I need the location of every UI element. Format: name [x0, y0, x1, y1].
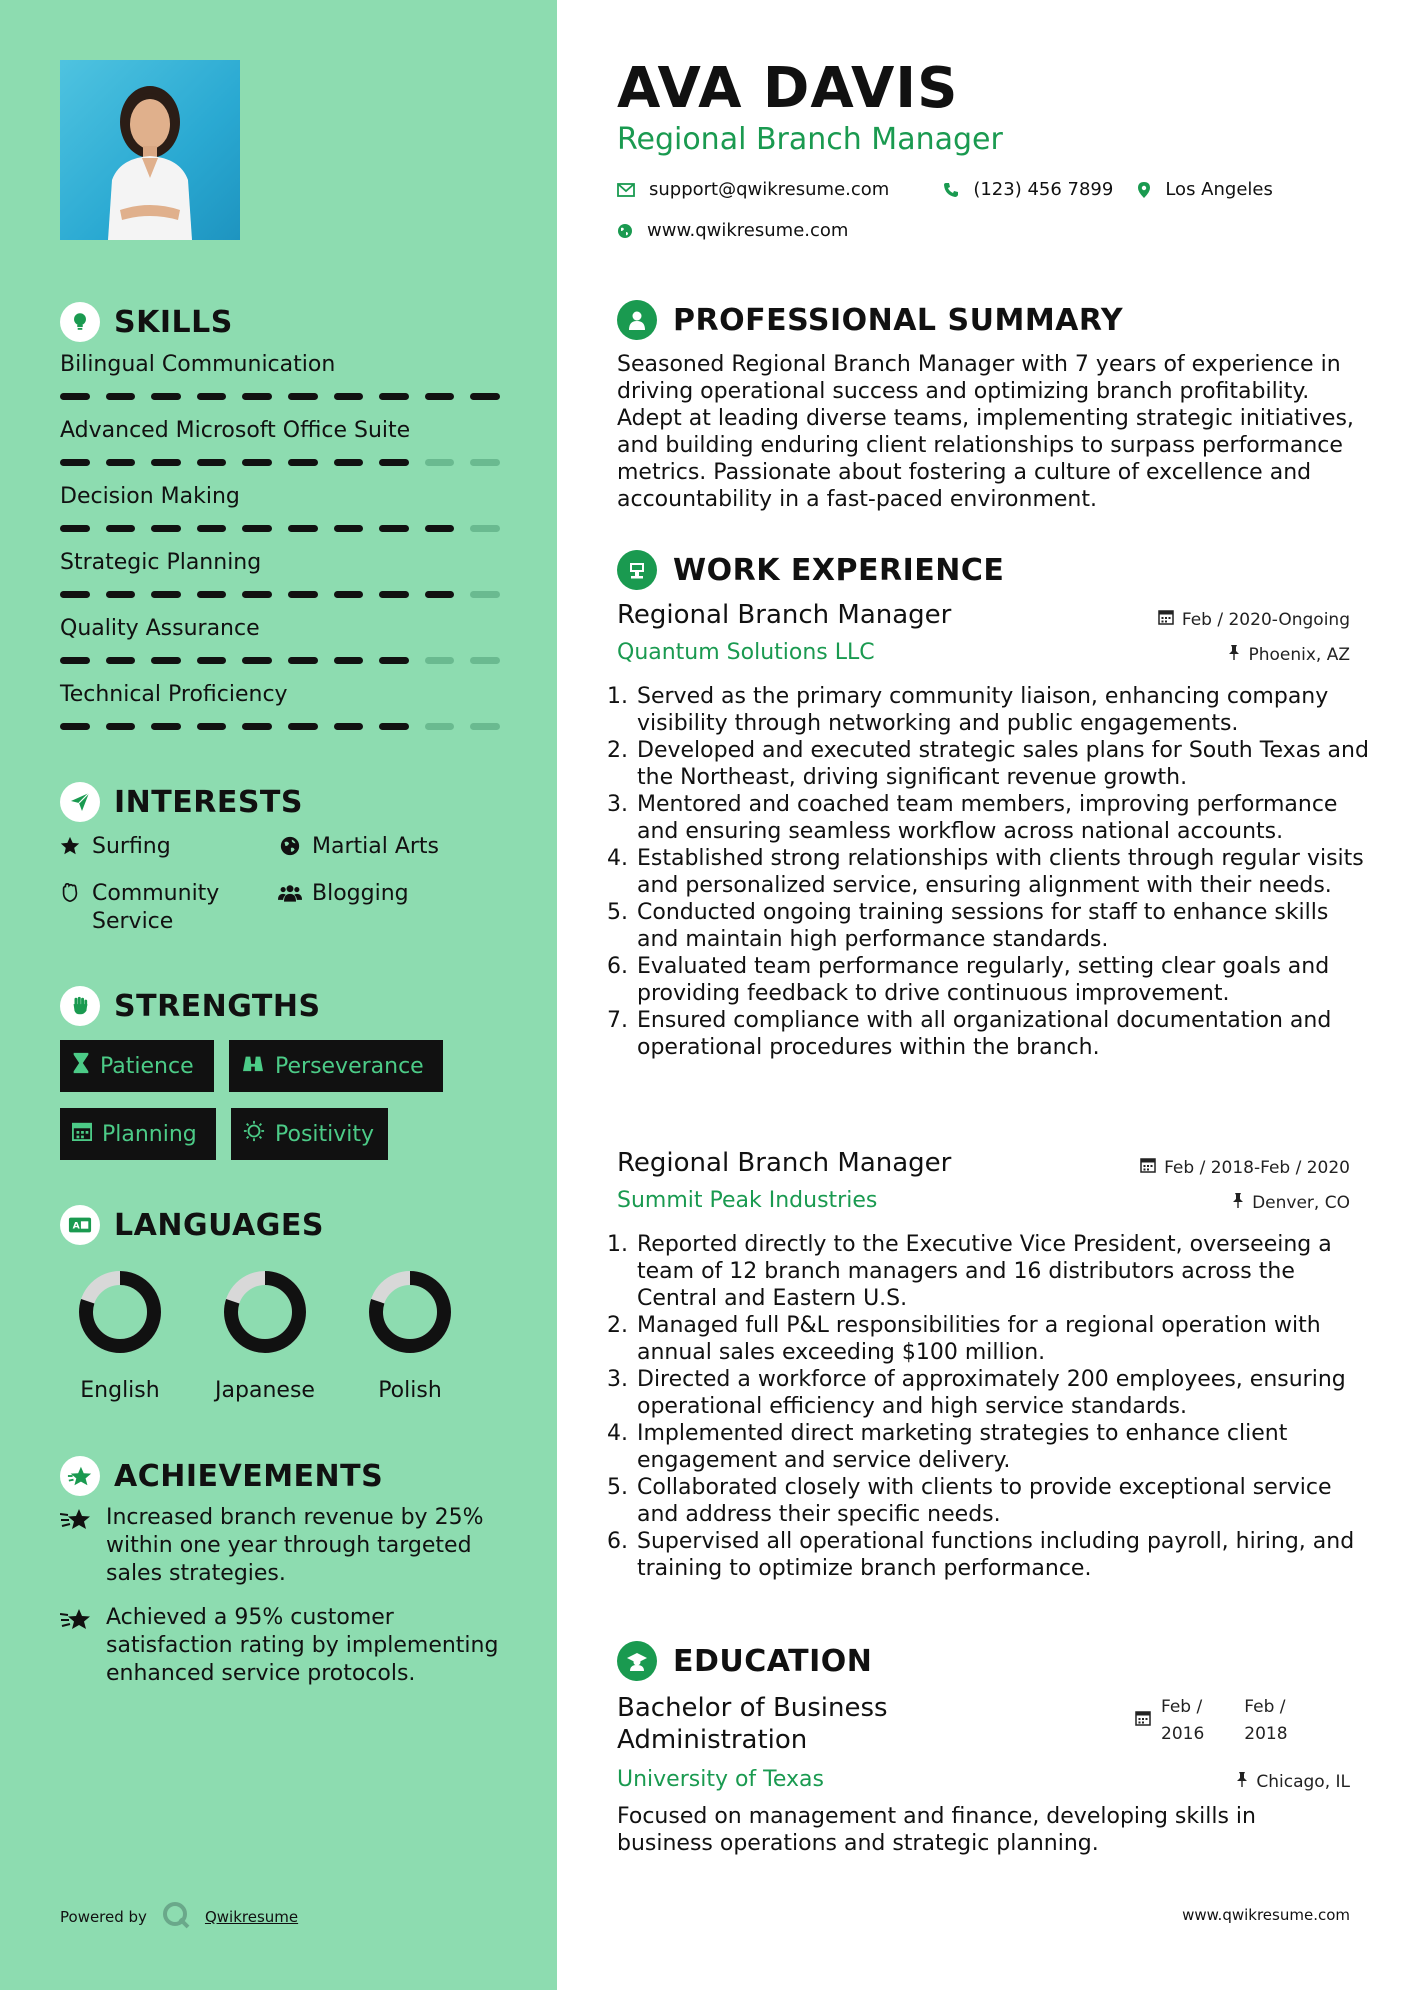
skill-level-dash	[197, 393, 227, 400]
skill-level-dash	[242, 723, 272, 730]
skill-level-dash	[334, 657, 364, 664]
list-item: 1. Served as the primary community liaison, enhancing company visibility through networking and public engagements.	[635, 683, 1375, 737]
skills-title: SKILLS	[114, 304, 233, 340]
skill-level-dash	[106, 723, 136, 730]
skill-level-dash	[106, 393, 136, 400]
skill-label: Bilingual Communication	[60, 352, 336, 377]
contact-row	[617, 179, 1273, 200]
skill-level-bar	[60, 591, 500, 598]
skill-level-dash	[106, 459, 136, 466]
skill-level-bar	[60, 723, 500, 730]
skill-label: Advanced Microsoft Office Suite	[60, 418, 411, 443]
job-bullets	[617, 1231, 1375, 1582]
interests-title: INTERESTS	[114, 784, 303, 820]
achievement-item: Increased branch revenue by 25% within one year through targeted sales strategies.	[60, 1504, 500, 1588]
skill-level-dash	[425, 525, 455, 532]
skill-level-dash	[106, 657, 136, 664]
skill-item	[60, 550, 500, 598]
skill-level-dash	[60, 723, 90, 730]
skill-level-dash	[151, 393, 181, 400]
location-text: Los Angeles	[1165, 179, 1273, 200]
skill-level-dash	[60, 657, 90, 664]
skill-level-dash	[288, 393, 318, 400]
skill-level-dash	[288, 591, 318, 598]
skill-level-dash	[379, 393, 409, 400]
job-dates: Feb / 2020-Ongoing	[1158, 609, 1350, 630]
skill-level-dash	[425, 591, 455, 598]
school-location: Chicago, IL	[1236, 1771, 1350, 1792]
language-label: English	[80, 1378, 160, 1403]
skill-label: Decision Making	[60, 484, 240, 509]
job-title: Regional Branch Manager	[617, 600, 952, 630]
skill-level-dash	[470, 459, 500, 466]
skill-item	[60, 616, 500, 664]
skill-level-dash	[425, 723, 455, 730]
list-item: 5. Conducted ongoing training sessions for staff to enhance skills and maintain high performance standards.	[635, 899, 1375, 953]
skill-label: Technical Proficiency	[60, 682, 288, 707]
strength-badge: Planning	[60, 1108, 216, 1160]
company-name: Summit Peak Industries	[617, 1188, 878, 1213]
skill-level-dash	[470, 525, 500, 532]
skill-level-dash	[242, 591, 272, 598]
skill-level-dash	[197, 459, 227, 466]
email-link[interactable]: support@qwikresume.com	[649, 179, 890, 200]
users-icon	[278, 880, 302, 908]
skill-level-dash	[197, 525, 227, 532]
lightbulb-icon	[60, 302, 100, 342]
achievements-title: ACHIEVEMENTS	[114, 1458, 384, 1494]
education-end: Feb / 2018	[1244, 1697, 1288, 1744]
profile-photo	[60, 60, 240, 240]
skill-level-dash	[334, 393, 364, 400]
fist-icon	[60, 986, 100, 1026]
strength-badge: Positivity	[231, 1108, 388, 1160]
skill-level-dash	[151, 525, 181, 532]
website-link[interactable]: www.qwikresume.com	[647, 220, 849, 241]
education-dates	[1135, 1694, 1288, 1748]
skill-level-bar	[60, 525, 500, 532]
list-item: 3. Mentored and coached team members, improving performance and ensuring seamless workflow across national accounts.	[635, 791, 1375, 845]
languages-heading	[60, 1205, 324, 1245]
skill-level-dash	[425, 657, 455, 664]
job-location: Denver, CO	[1232, 1192, 1350, 1213]
qwikresume-link[interactable]: Qwikresume	[204, 1908, 299, 1926]
user-icon	[617, 300, 657, 340]
star-icon	[58, 833, 82, 861]
skill-level-dash	[470, 591, 500, 598]
graduate-icon	[617, 1641, 657, 1681]
shooting-star-icon	[60, 1604, 94, 1688]
hourglass-icon	[72, 1052, 90, 1080]
skill-level-dash	[60, 591, 90, 598]
skill-level-dash	[425, 393, 455, 400]
skill-level-dash	[470, 393, 500, 400]
skill-level-dash	[60, 525, 90, 532]
main-content	[557, 0, 1407, 1990]
binoculars-icon	[241, 1053, 265, 1079]
strengths-heading	[60, 986, 321, 1026]
skill-level-dash	[197, 657, 227, 664]
candidate-name: AVA DAVIS	[617, 56, 959, 121]
language-level-donut	[60, 1262, 180, 1362]
skill-level-dash	[288, 723, 318, 730]
skill-level-dash	[242, 657, 272, 664]
skill-level-dash	[470, 657, 500, 664]
skill-level-dash	[470, 723, 500, 730]
skill-level-dash	[334, 459, 364, 466]
job-bullets	[617, 683, 1375, 1061]
skills-heading	[60, 302, 233, 342]
list-item: 6. Supervised all operational functions including payroll, hiring, and training to optimize branch performance.	[635, 1528, 1375, 1582]
list-item: 5. Collaborated closely with clients to provide exceptional service and address their specific needs.	[635, 1474, 1375, 1528]
language-item	[205, 1262, 325, 1403]
phone-icon	[943, 182, 959, 198]
powered-by: Powered by Qwikresume	[60, 1900, 298, 1934]
skill-level-dash	[242, 459, 272, 466]
star-badge-icon	[60, 1456, 100, 1496]
languages-title: LANGUAGES	[114, 1207, 324, 1243]
list-item: 2. Developed and executed strategic sales plans for South Texas and the Northeast, driving significant revenue growth.	[635, 737, 1375, 791]
skill-item	[60, 484, 500, 532]
skill-level-dash	[106, 591, 136, 598]
skill-level-dash	[425, 459, 455, 466]
skill-item	[60, 418, 500, 466]
qwikresume-logo-icon	[161, 1900, 191, 1934]
skill-level-dash	[379, 657, 409, 664]
calendar-icon	[1135, 1694, 1151, 1748]
skill-level-dash	[379, 525, 409, 532]
skill-level-dash	[288, 525, 318, 532]
globe-icon	[278, 833, 302, 861]
skill-level-dash	[151, 657, 181, 664]
phone-number[interactable]: (123) 456 7899	[973, 179, 1114, 200]
calendar-icon	[1140, 1157, 1156, 1178]
list-item: 6. Evaluated team performance regularly, setting clear goals and providing feedback to drive continuous improvement.	[635, 953, 1375, 1007]
job-location: Phoenix, AZ	[1228, 644, 1350, 665]
skill-level-dash	[151, 723, 181, 730]
interest-item: Community Service	[58, 880, 248, 936]
skill-level-dash	[151, 459, 181, 466]
list-item: 7. Ensured compliance with all organizational documentation and operational procedures within the branch.	[635, 1007, 1375, 1061]
language-level-donut	[350, 1262, 470, 1362]
skill-level-dash	[242, 393, 272, 400]
company-name: Quantum Solutions LLC	[617, 640, 875, 665]
strengths-title: STRENGTHS	[114, 988, 321, 1024]
pushpin-icon	[1228, 644, 1240, 665]
website-row	[617, 220, 848, 241]
language-item	[60, 1262, 180, 1403]
summary-text: Seasoned Regional Branch Manager with 7 years of experience in driving operational success and optimizing branch profitability. Adept at leading diverse teams, implementing strategic initiatives, and building enduring client relationships to surpass performance metrics. Passionate about fostering a culture of excellence and accountability in a fast-paced environment.	[617, 352, 1354, 512]
skill-level-dash	[242, 525, 272, 532]
education-text: Focused on management and finance, developing skills in business operations and strategic planning.	[617, 1804, 1256, 1856]
interest-item: Martial Arts	[278, 833, 439, 861]
list-item: 2. Managed full P&L responsibilities for a regional operation with annual sales exceeding $100 million.	[635, 1312, 1375, 1366]
job-title: Regional Branch Manager	[617, 1148, 952, 1178]
skill-label: Quality Assurance	[60, 616, 260, 641]
strength-badge: Patience	[60, 1040, 214, 1092]
skill-level-dash	[197, 591, 227, 598]
skill-level-dash	[334, 525, 364, 532]
summary-heading: PROFESSIONAL SUMMARY	[617, 300, 1123, 340]
interest-item: Surfing	[58, 833, 171, 861]
calendar-icon	[72, 1121, 92, 1147]
paper-plane-icon	[60, 782, 100, 822]
list-item: 4. Established strong relationships with clients through regular visits and personalized service, ensuring alignment with their needs.	[635, 845, 1375, 899]
skill-level-dash	[379, 591, 409, 598]
education-start: Feb / 2016	[1161, 1697, 1205, 1744]
strength-badge: Perseverance	[229, 1040, 443, 1092]
skill-level-dash	[60, 459, 90, 466]
skill-level-dash	[151, 591, 181, 598]
svg-text:A: A	[72, 1220, 81, 1232]
shooting-star-icon	[60, 1504, 94, 1588]
achievement-item: Achieved a 95% customer satisfaction rating by implementing enhanced service protocols.	[60, 1604, 500, 1688]
experience-heading: WORK EXPERIENCE	[617, 550, 1004, 590]
skill-level-dash	[379, 723, 409, 730]
footer-website-link[interactable]: www.qwikresume.com	[1182, 1906, 1350, 1924]
skill-level-dash	[288, 459, 318, 466]
achievements-heading	[60, 1456, 383, 1496]
skill-level-dash	[197, 723, 227, 730]
globe-icon	[617, 223, 633, 239]
language-item	[350, 1262, 470, 1403]
language-icon	[60, 1205, 100, 1245]
skill-level-dash	[288, 657, 318, 664]
calendar-icon	[1158, 609, 1174, 630]
pushpin-icon	[1232, 1192, 1244, 1213]
skill-item	[60, 352, 500, 400]
skill-level-dash	[334, 723, 364, 730]
language-label: Polish	[378, 1378, 442, 1403]
hand-icon	[58, 880, 82, 936]
skill-item	[60, 682, 500, 730]
skill-level-dash	[379, 459, 409, 466]
skill-level-dash	[334, 591, 364, 598]
list-item: 1. Reported directly to the Executive Vice President, overseeing a team of 12 branch managers and 16 distributors across the Central and Eastern U.S.	[635, 1231, 1375, 1312]
list-item: 4. Implemented direct marketing strategies to enhance client engagement and service delivery.	[635, 1420, 1375, 1474]
skill-level-bar	[60, 459, 500, 466]
candidate-title: Regional Branch Manager	[617, 122, 1003, 157]
sun-icon	[243, 1120, 265, 1148]
school-name: University of Texas	[617, 1767, 824, 1792]
skill-level-dash	[106, 525, 136, 532]
briefcase-icon	[617, 550, 657, 590]
pushpin-icon	[1236, 1771, 1248, 1792]
map-pin-icon	[1137, 181, 1151, 199]
degree-title: Bachelor of Business Administration	[617, 1693, 888, 1755]
interests-heading	[60, 782, 303, 822]
envelope-icon	[617, 183, 635, 197]
job-dates: Feb / 2018-Feb / 2020	[1140, 1157, 1350, 1178]
language-label: Japanese	[215, 1378, 315, 1403]
skill-level-bar	[60, 393, 500, 400]
language-level-donut	[205, 1262, 325, 1362]
list-item: 3. Directed a workforce of approximately 200 employees, ensuring operational efficiency and high service standards.	[635, 1366, 1375, 1420]
interest-item: Blogging	[278, 880, 409, 908]
sidebar	[0, 0, 557, 1990]
skill-label: Strategic Planning	[60, 550, 262, 575]
education-heading: EDUCATION	[617, 1641, 872, 1681]
skill-level-bar	[60, 657, 500, 664]
skill-level-dash	[60, 393, 90, 400]
